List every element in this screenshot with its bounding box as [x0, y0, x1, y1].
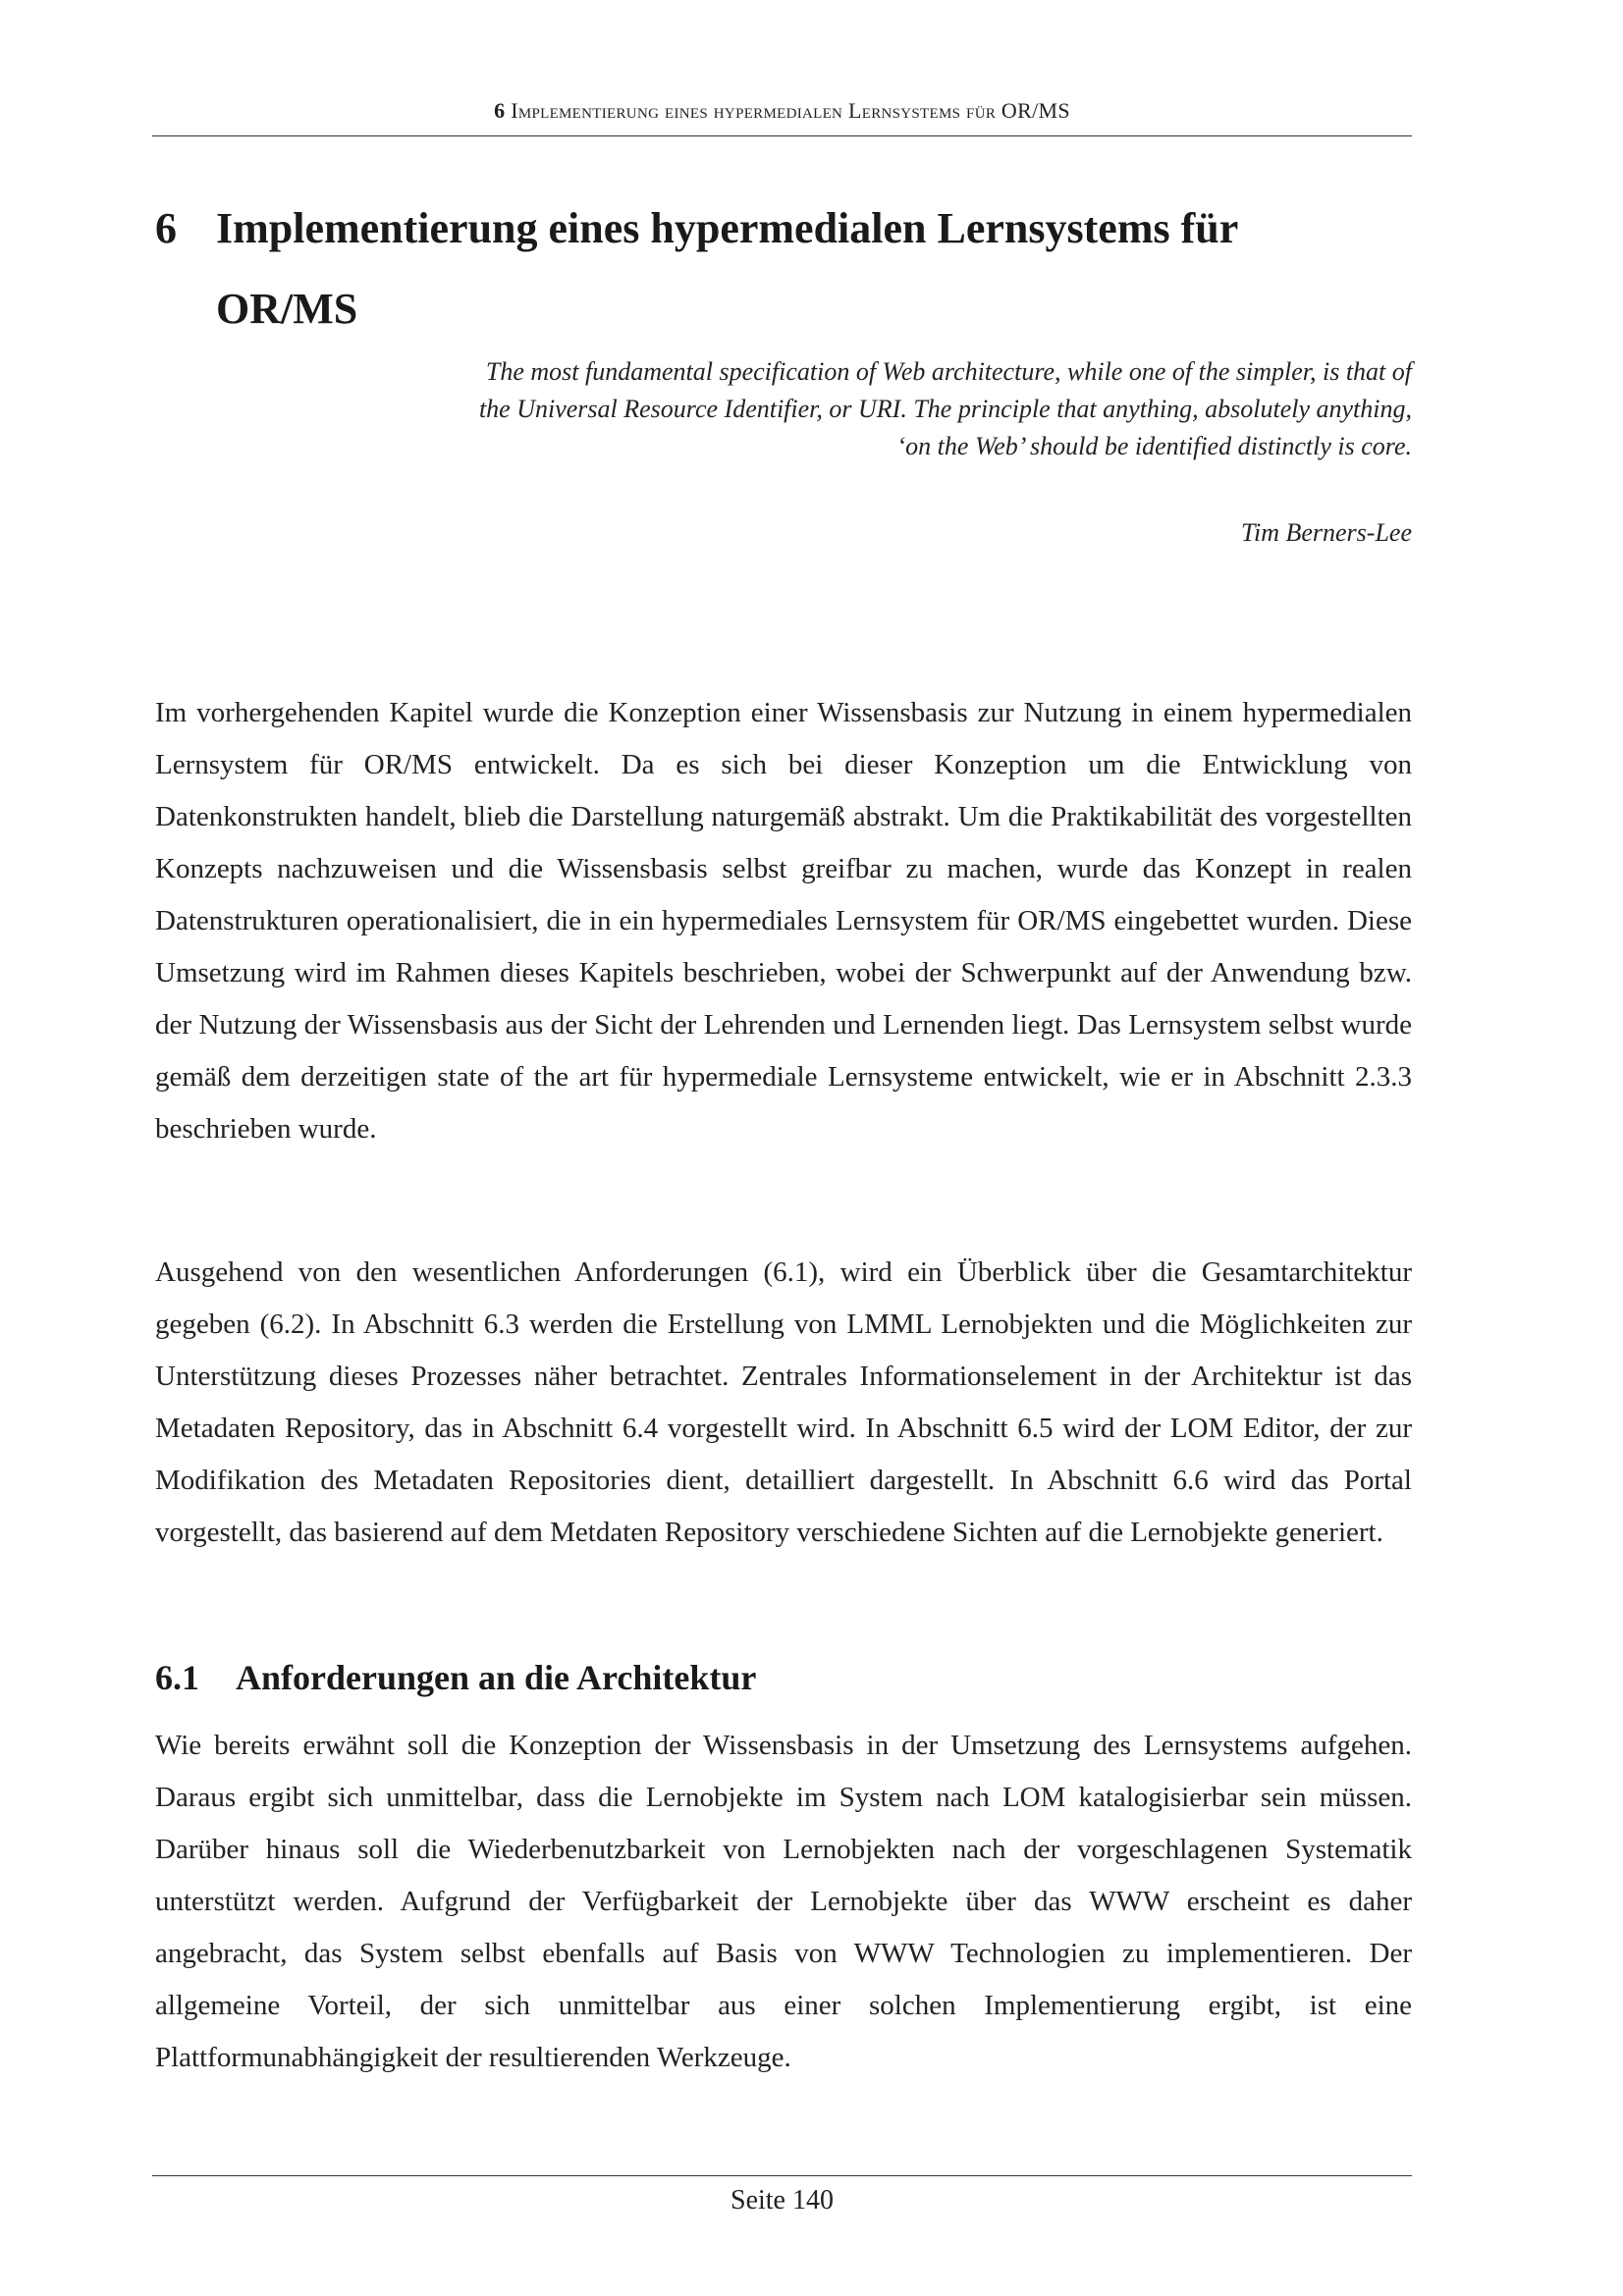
section-title: Anforderungen an die Architektur [236, 1658, 757, 1697]
paragraph-section [155, 1720, 1412, 2084]
section-number: 6.1 [155, 1658, 199, 1697]
running-header-text: Implementierung eines hypermedialen Lernsystems für OR/MS [511, 98, 1070, 123]
chapter-title: Implementierung eines hypermedialen Lernsystems für OR/MS [216, 204, 1238, 333]
paragraph-text: Ausgehend von den wesentlichen Anforderungen (6.1), wird ein Überblick über die Gesamtarchitektur gegeben (6.2). In Abschnitt 6.3 werden die Erstellung von LMML Lernobjekten und die Möglichkeiten zur Unterstützung dieses Prozesses näher betrachtet. Zentrales Informationselement in der Architektur ist das Metadaten Repository, das in Abschnitt 6.4 vorgestellt wird. In Abschnitt 6.5 wird der LOM Editor, der zur Modifikation des Metadaten Repositories dient, detailliert dargestellt. In Abschnitt 6.6 wird das Portal vorgestellt, das basierend auf dem Metdaten Repository verschiedene Sichten auf die Lernobjekte generiert. [155, 1256, 1412, 1548]
paragraph-text: Wie bereits erwähnt soll die Konzeption der Wissensbasis in der Umsetzung des Lernsystems aufgehen. Daraus ergibt sich unmittelbar, dass die Lernobjekte im System nach LOM katalogisierbar sein müssen. Darüber hinaus soll die Wiederbenutzbarkeit von Lernobjekten nach der vorgeschlagenen Systematik unterstützt werden. Aufgrund der Verfügbarkeit der Lernobjekte über das WWW erscheint es daher angebracht, das System selbst ebenfalls auf Basis von WWW Technologien zu implementieren. Der allgemeine Vorteil, der sich unmittelbar aus einer solchen Implementierung ergibt, ist eine Plattformunabhängigkeit der resultierenden Werkzeuge. [155, 1730, 1412, 2073]
running-header-number: 6 [494, 98, 506, 123]
epigraph [452, 353, 1412, 465]
header-rule [152, 135, 1412, 136]
paragraph-text: Im vorhergehenden Kapitel wurde die Konzeption einer Wissensbasis zur Nutzung in einem hypermedialen Lernsystem für OR/MS entwickelt. Da es sich bei dieser Konzeption um die Entwicklung von Datenkonstrukten handelt, blieb die Darstellung naturgemäß abstrakt. Um die Praktikabilität des vorgestellten Konzepts nachzuweisen und die Wissensbasis selbst greifbar zu machen, wurde das Konzept in realen Datenstrukturen operationalisiert, die in ein hypermediales Lernsystem für OR/MS eingebettet wurden. Diese Umsetzung wird im Rahmen dieses Kapitels beschrieben, wobei der Schwerpunkt auf der Anwendung bzw. der Nutzung der Wissensbasis aus der Sicht der Lehrenden und Lernenden liegt. Das Lernsystem selbst wurde gemäß dem derzeitigen state of the art für hypermediale Lernsysteme entwickelt, wie er in Abschnitt 2.3.3 beschrieben wurde. [155, 697, 1412, 1145]
epigraph-quote: The most fundamental specification of Web architecture, while one of the simpler, is that of the Universal Resource Identifier, or URI. The principle that anything, absolutely anything, ‘on the Web’ should be identified distinctly is core. [478, 357, 1412, 460]
paragraph-intro [155, 687, 1412, 1155]
footer-rule [152, 2175, 1412, 2176]
paragraph-overview [155, 1247, 1412, 1559]
chapter-number: 6 [155, 204, 177, 252]
running-header [152, 98, 1412, 124]
page-number: Seite 140 [730, 2185, 834, 2216]
section-heading [155, 1657, 756, 1698]
chapter-heading [155, 188, 1373, 349]
epigraph-author: Tim Berners-Lee [1240, 518, 1412, 547]
